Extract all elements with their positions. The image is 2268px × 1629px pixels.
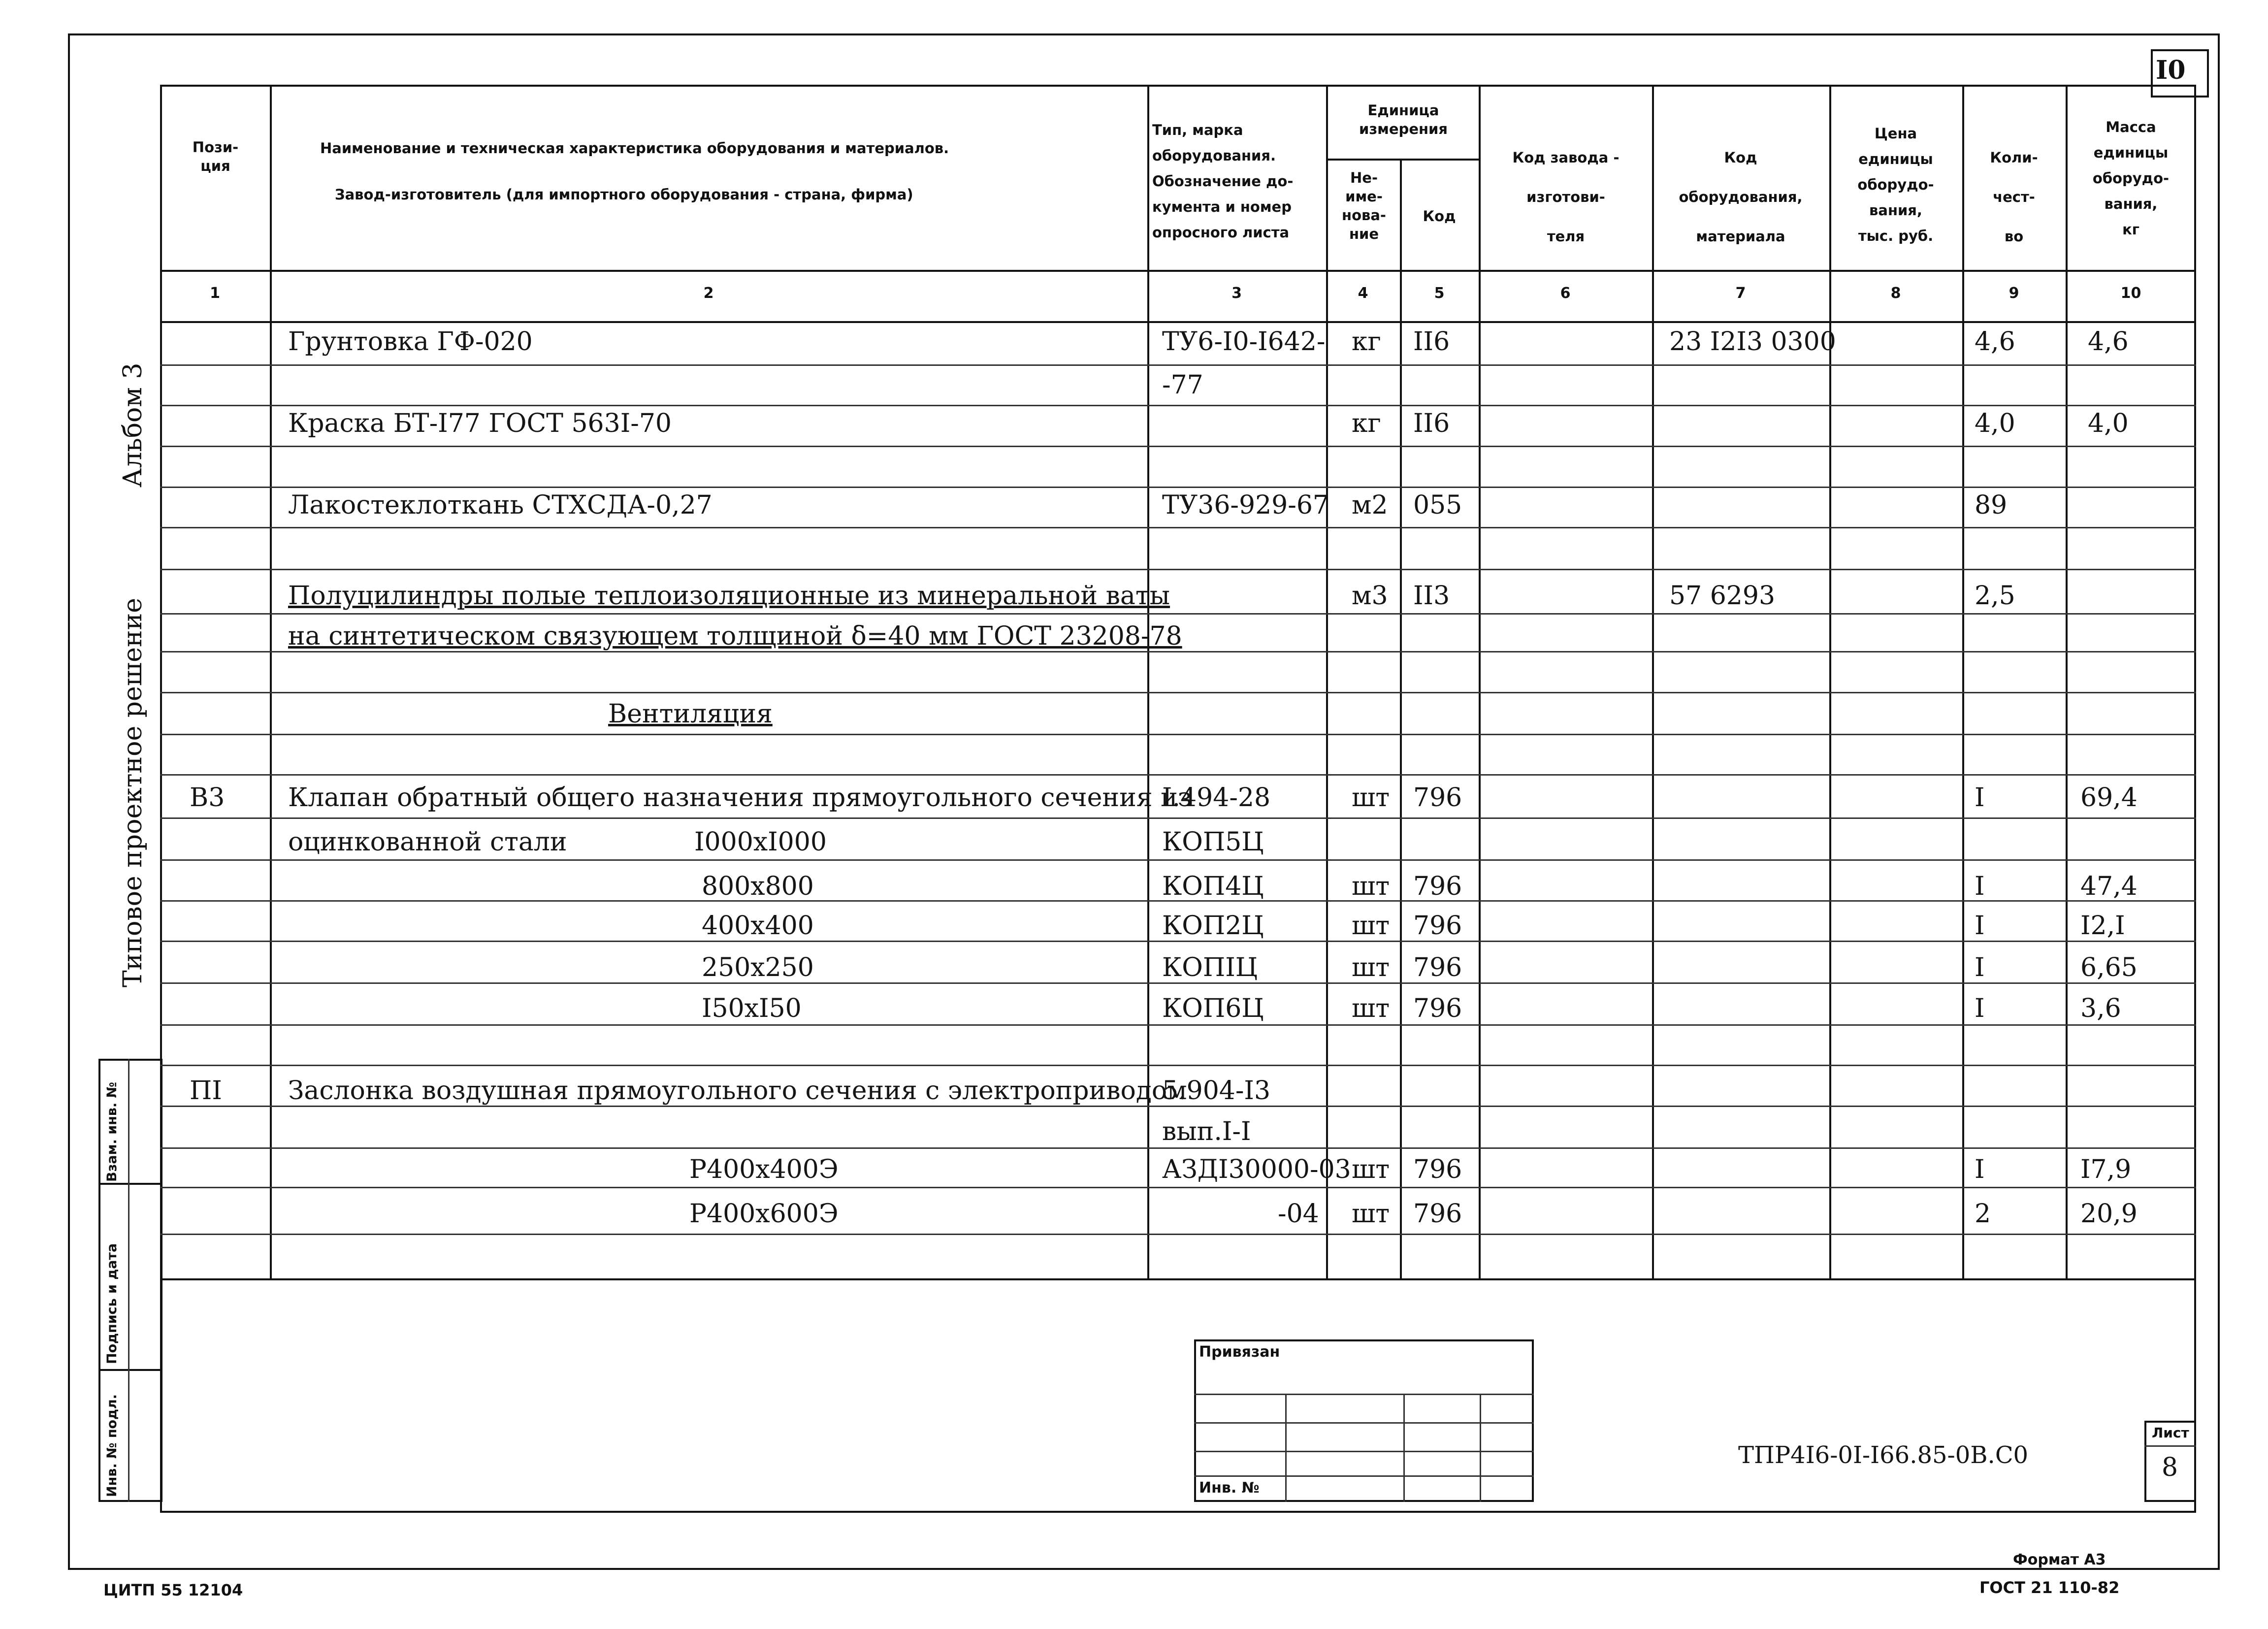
header-col9: Коли- чест- во	[1990, 149, 2038, 245]
row-code: 796	[1413, 911, 1462, 941]
col-number: 9	[2009, 285, 2019, 302]
sheet-corner-number: I0	[2156, 55, 2186, 85]
header-col3: Тип, марка оборудования. Обозначение до- кумента и номер опросного листа	[1152, 122, 1294, 241]
row-code: II6	[1413, 327, 1450, 357]
side-label-project: Типовое проектное решение	[118, 597, 148, 987]
row-qty: 89	[1975, 490, 2008, 520]
row-mass: 47,4	[2080, 872, 2138, 901]
side-label-album: Альбом 3	[118, 362, 148, 488]
row-code: 796	[1413, 994, 1462, 1023]
row-position: ПI	[190, 1076, 222, 1106]
row-code: 796	[1413, 783, 1462, 813]
header-col6: Код завода - изготови- теля	[1512, 149, 1620, 245]
row-mass: I2,I	[2080, 911, 2125, 941]
row-mass: 20,9	[2080, 1199, 2138, 1229]
header-col7: Код оборудования, материала	[1679, 149, 1803, 245]
row-unit: кг	[1352, 327, 1381, 357]
row-code: 796	[1413, 872, 1462, 901]
row-name: Грунтовка ГФ-020	[288, 327, 533, 357]
col-number: 7	[1735, 285, 1746, 302]
row-qty: 4,0	[1975, 409, 2015, 438]
row-type: -77	[1162, 370, 1203, 400]
row-unit: шт	[1352, 911, 1390, 941]
row-unit: шт	[1352, 994, 1390, 1023]
row-name: Лакостеклоткань СТХСДА-0,27	[288, 490, 713, 520]
row-unit: м2	[1352, 490, 1388, 520]
row-material-code: 57 6293	[1669, 581, 1776, 611]
row-mass: 3,6	[2080, 994, 2121, 1023]
row-type: КОП4Ц	[1162, 872, 1264, 901]
row-position: В3	[190, 783, 225, 813]
row-unit: шт	[1352, 1199, 1390, 1229]
col-number: 1	[210, 285, 220, 302]
sheet-label: Лист	[2152, 1425, 2189, 1441]
row-unit: шт	[1352, 953, 1390, 982]
header-unit-group: Единица измерения	[1359, 102, 1448, 137]
header-col1: Пози- ция	[192, 139, 239, 174]
row-name: Краска БТ-I77 ГОСТ 563I-70	[288, 409, 672, 438]
side-label-box3: Инв. № подл.	[104, 1394, 120, 1497]
footer-left: ЦИТП 55 12104	[103, 1581, 243, 1599]
row-size: I000xI000	[694, 827, 827, 857]
row-size: Р400x600Э	[689, 1199, 839, 1229]
row-type: 5.904-I3	[1162, 1076, 1271, 1106]
row-size: 800x800	[702, 872, 814, 901]
col-number: 6	[1560, 285, 1571, 302]
row-unit: м3	[1352, 581, 1388, 611]
col-number: 5	[1434, 285, 1445, 302]
row-qty: 4,6	[1975, 327, 2015, 357]
col-number: 2	[703, 285, 714, 302]
side-label-box2: Подпись и дата	[104, 1243, 120, 1364]
row-unit: шт	[1352, 783, 1390, 813]
col-number: 3	[1231, 285, 1242, 302]
row-code: 055	[1413, 490, 1462, 520]
row-type: КОП5Ц	[1162, 827, 1264, 857]
row-qty: I	[1975, 872, 1985, 901]
stamp-privyazan-box	[1194, 1339, 1534, 1502]
header-col8: Цена единицы оборудо- вания, тыс. руб.	[1857, 125, 1934, 244]
row-qty: 2	[1975, 1199, 1991, 1229]
row-qty: I	[1975, 953, 1985, 982]
row-name: Заслонка воздушная прямоугольного сечения с электроприводом	[288, 1076, 1187, 1106]
row-type: ТУ36-929-67	[1162, 490, 1329, 520]
row-mass: 4,0	[2088, 409, 2129, 438]
row-type: КОП6Ц	[1162, 994, 1264, 1023]
row-unit: шт	[1352, 872, 1390, 901]
row-size: 250x250	[702, 953, 814, 982]
col-number: 4	[1358, 285, 1368, 302]
row-qty: I	[1975, 1155, 1985, 1184]
header-col2-line1: Наименование и техническая характеристика оборудования и материалов.	[320, 140, 949, 157]
row-type: I.494-28	[1162, 783, 1271, 813]
row-material-code: 23 I2I3 0300	[1669, 327, 1836, 357]
document-code: ТПР4I6-0I-I66.85-0В.С0	[1738, 1441, 2029, 1469]
row-code: II6	[1413, 409, 1450, 438]
row-qty: I	[1975, 783, 1985, 813]
row-type: АЗДI30000-03	[1162, 1155, 1351, 1184]
col-number: 10	[2120, 285, 2141, 302]
side-label-box1: Взам. инв. №	[104, 1081, 120, 1182]
row-name: Клапан обратный общего назначения прямоугольного сечения из	[288, 783, 1192, 813]
row-mass: 4,6	[2088, 327, 2129, 357]
header-col10: Масса единицы оборудо- вания, кг	[2092, 119, 2170, 238]
footer-format: Формат А3	[2013, 1551, 2106, 1568]
row-name: оцинкованной стали	[288, 827, 567, 857]
row-size: Р400x400Э	[689, 1155, 839, 1184]
row-qty: I	[1975, 911, 1985, 941]
section-title: Вентиляция	[608, 699, 773, 729]
row-name: Полуцилиндры полые теплоизоляционные из минеральной ваты	[288, 581, 1170, 611]
row-qty: I	[1975, 994, 1985, 1023]
row-type: ТУ6-I0-I642-	[1162, 327, 1326, 357]
row-code: 796	[1413, 1155, 1462, 1184]
row-unit: шт	[1352, 1155, 1390, 1184]
header-col5: Код	[1423, 208, 1456, 225]
row-type: вып.I-I	[1162, 1117, 1251, 1146]
row-code: 796	[1413, 1199, 1462, 1229]
stamp-privyazan: Привязан	[1199, 1343, 1280, 1361]
sheet-number: 8	[2162, 1453, 2178, 1482]
header-col2-line2: Завод-изготовитель (для импортного оборудования - страна, фирма)	[335, 186, 913, 203]
row-type: -04	[1278, 1199, 1319, 1229]
row-type: КОПIЦ	[1162, 953, 1258, 982]
header-col4: Не- име- нова- ние	[1342, 169, 1386, 242]
footer-gost: ГОСТ 21 110-82	[1979, 1578, 2120, 1597]
row-name: на синтетическом связующем толщиной δ=40 мм ГОСТ 23208-78	[288, 621, 1182, 651]
row-type: КОП2Ц	[1162, 911, 1264, 941]
row-mass: 69,4	[2080, 783, 2138, 813]
row-mass: I7,9	[2080, 1155, 2132, 1184]
row-code: 796	[1413, 953, 1462, 982]
row-size: I50xI50	[702, 994, 802, 1023]
stamp-inv-no: Инв. №	[1199, 1479, 1260, 1497]
row-size: 400x400	[702, 911, 814, 941]
row-mass: 6,65	[2080, 953, 2138, 982]
row-unit: кг	[1352, 409, 1381, 438]
row-code: II3	[1413, 581, 1450, 611]
col-number: 8	[1890, 285, 1901, 302]
row-qty: 2,5	[1975, 581, 2015, 611]
